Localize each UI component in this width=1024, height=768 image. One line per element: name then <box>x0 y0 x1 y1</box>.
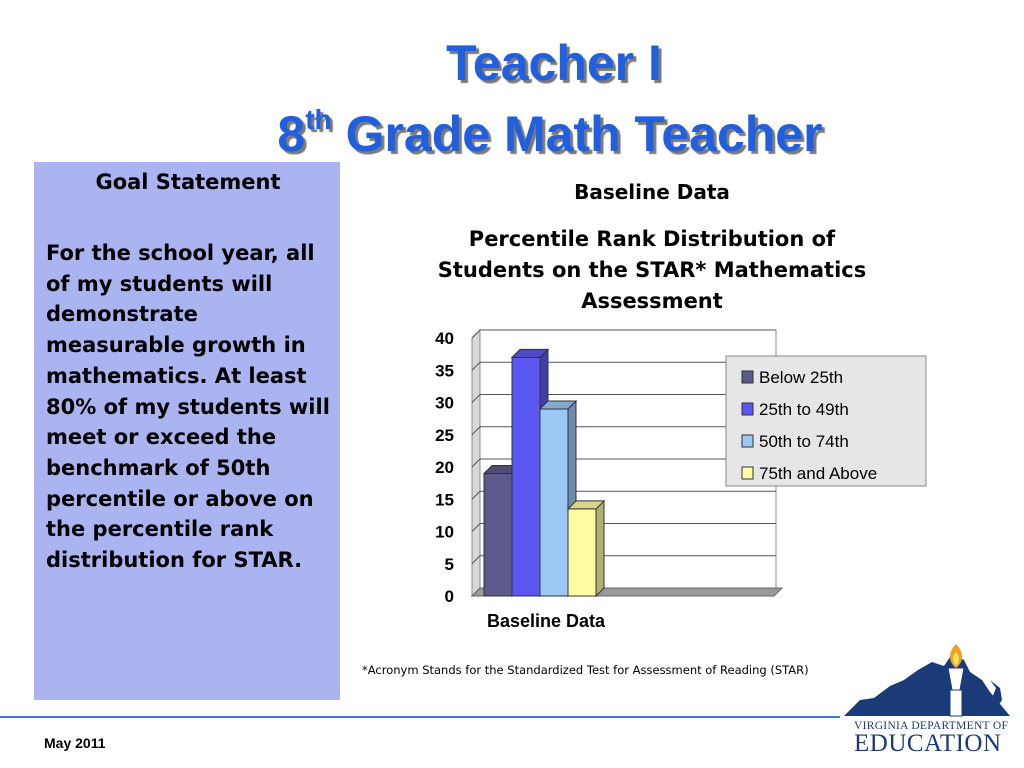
goal-text: For the school year, all of my students will demonstrate measurable growth in mathematics. At least 80% of my students will meet or exceed the benchmark of 50th percentile or above on the percentile rank distribution for STAR. <box>46 241 330 573</box>
chart-legend-label: Below 25th <box>759 368 844 387</box>
chart-legend-swatch <box>742 435 753 447</box>
chart-legend-label: 75th and Above <box>759 464 878 483</box>
chart-legend <box>726 356 926 486</box>
logo-text-education: EDUCATION <box>854 730 1002 757</box>
title-ordinal-suffix: th <box>305 104 332 135</box>
slide-title-line2 <box>38 104 1024 163</box>
chart-bar-front <box>540 409 568 596</box>
chart-x-axis-label: Baseline Data <box>486 611 606 631</box>
virginia-torch-icon <box>840 640 1020 720</box>
chart-legend-label: 25th to 49th <box>759 400 849 419</box>
chart-legend-swatch <box>742 403 753 415</box>
title-grade-number: 8 <box>277 106 306 162</box>
chart-bar-side <box>596 501 604 596</box>
chart-y-tick-label: 35 <box>435 361 454 381</box>
footnote: *Acronym Stands for the Standardized Test for Assessment of Reading (STAR) <box>362 663 809 677</box>
chart-y-tick-label: 20 <box>435 458 454 477</box>
goal-statement-panel <box>34 162 342 700</box>
slide-title-line1: Teacher I <box>446 35 662 91</box>
goal-heading: Goal Statement <box>95 170 281 194</box>
baseline-data-heading: Baseline Data <box>574 180 730 204</box>
chart-y-tick-label: 30 <box>435 393 454 413</box>
chart-y-tick-labels <box>435 329 454 606</box>
chart-title: Percentile Rank Distribution of Students on the STAR* Mathematics Assessment <box>437 227 867 313</box>
chart-y-tick-label: 10 <box>435 522 454 542</box>
chart-legend-swatch <box>742 467 753 479</box>
chart-y-tick-label: 5 <box>444 554 454 574</box>
logo-text-virginia-department: VIRGINIA DEPARTMENT OF <box>854 720 1009 732</box>
chart-legend-label: 50th to 74th <box>759 432 849 451</box>
chart-bar-front <box>484 473 512 596</box>
bar-chart <box>400 318 940 638</box>
title-grade-text: Grade Math Teacher <box>331 106 823 162</box>
chart-legend-swatch <box>742 371 753 383</box>
footer-date: May 2011 <box>44 735 106 751</box>
footer-divider <box>0 716 840 718</box>
chart-y-tick-label: 0 <box>444 587 454 606</box>
chart-y-tick-label: 15 <box>435 490 454 510</box>
chart-bar-front <box>568 509 596 596</box>
chart-y-tick-label: 40 <box>435 329 454 348</box>
chart-bar <box>568 501 604 596</box>
chart-bar-front <box>512 357 540 596</box>
chart-y-tick-label: 25 <box>435 425 454 445</box>
vdoe-logo <box>840 640 1020 762</box>
